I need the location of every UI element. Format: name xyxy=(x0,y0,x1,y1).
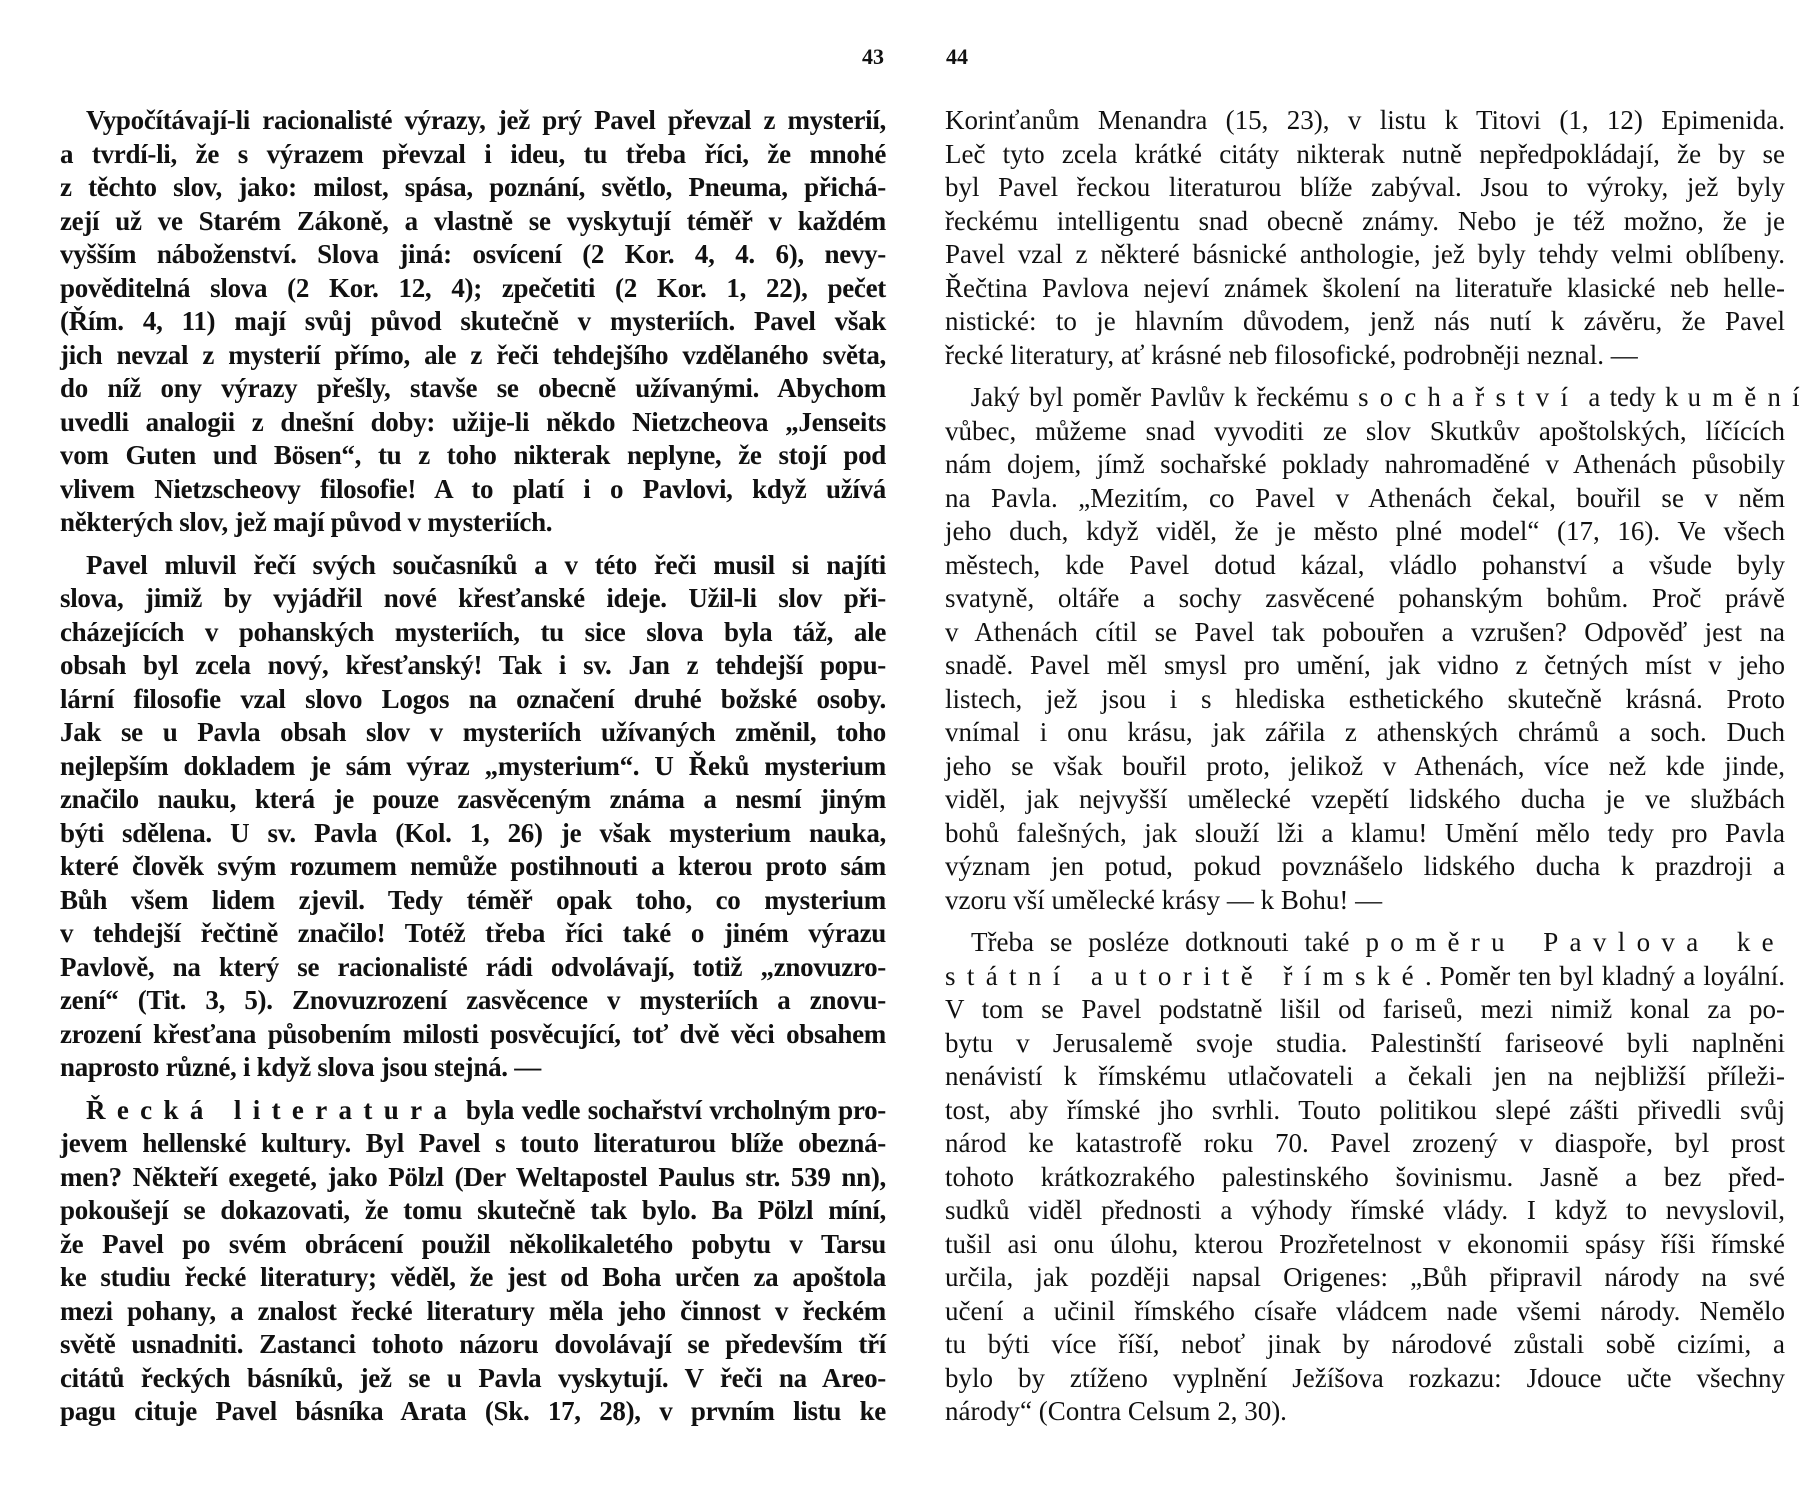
text-line: pagu cituje Pavel básníka Arata (Sk. 17, 28), v prvním listu ke xyxy=(60,1396,886,1426)
text-line: městech, kde Pavel dotud kázal, vládlo pohanství a všude byly xyxy=(945,549,1785,580)
paragraph xyxy=(60,549,886,1085)
text-line: sudků viděl přednosti a výhody římské vlády. I když to nevyslovil, xyxy=(945,1195,1785,1225)
text-line: vnímal i onu krásu, jak zářila z athenských chrámů a soch. Duch xyxy=(945,717,1785,747)
text-line: bohů falešných, jak slouží lži a klamu! Umění mělo tedy pro Pavla xyxy=(945,817,1785,848)
page-number-right: 44 xyxy=(946,44,968,69)
text-line: učení a učinil římského císaře vládcem nade všemi národy. Nemělo xyxy=(945,1295,1785,1326)
text-line: naprosto různé, i když slova jsou stejná. — xyxy=(60,1052,541,1082)
text-line: byl Pavel řeckou literaturou blíže zabýval. Jsou to výroky, jež byly xyxy=(945,172,1785,202)
left-page-text xyxy=(60,104,886,1438)
text-line: jevem hellenské kultury. Byl Pavel s touto literaturou blíže obezná- xyxy=(60,1128,886,1158)
text-line: světě usnadniti. Zastanci tohoto názoru dovolávají se především tří xyxy=(60,1329,886,1359)
spaced-emphasis: sochařství xyxy=(1358,382,1580,412)
text-line: vzoru vší umělecké krásy — k Bohu! — xyxy=(945,884,1383,915)
text-line: nistické: to je hlavním důvodem, jenž nás nutí k závěru, že Pavel xyxy=(945,306,1785,336)
text-segment: Třeba se posléze dotknouti také xyxy=(971,927,1366,957)
text-line: listech, jež jsou i s hlediska esthetického skutečně krásná. Proto xyxy=(945,683,1785,714)
spaced-emphasis: státní autoritě římské xyxy=(945,960,1425,991)
text-line: zejí už ve Starém Zákoně, a vlastně se vyskytují téměř v každém xyxy=(60,205,886,236)
paragraph xyxy=(945,381,1811,917)
text-line xyxy=(945,960,1785,994)
text-segment: byla vedle sochařství vrcholným pro- xyxy=(458,1094,886,1125)
text-line: jeho se však bouřil proto, jelikož v Athenách, více než kde jinde, xyxy=(945,750,1785,781)
right-page-text xyxy=(945,104,1811,1438)
text-line: pokoušejí se dokazovati, že tomu skutečně tak bylo. Ba Pölzl míní, xyxy=(60,1195,886,1225)
text-line: Pavlově, na který se racionalisté rádi odvolávají, totiž „znovuzro- xyxy=(60,951,886,982)
text-line: tušil asi onu úlohu, kterou Prozřetelnost v ekonomii spásy říši římské xyxy=(945,1228,1785,1259)
text-line: snadě. Pavel měl smysl pro umění, jak vidno z četných míst v jeho xyxy=(945,650,1785,680)
text-line: vlivem Nietzscheovy filosofie! A to platí i o Pavlovi, když užívá xyxy=(60,473,886,504)
text-line: citátů řeckých básníků, jež se u Pavla vyskytují. V řeči na Areo- xyxy=(60,1362,886,1393)
paragraph xyxy=(945,104,1785,372)
text-line: uvedli analogii z dnešní doby: užije-li někdo Nietzcheova „Jenseits xyxy=(60,406,886,437)
text-line: býti sdělena. U sv. Pavla (Kol. 1, 26) je však mysterium nauka, xyxy=(60,817,886,848)
text-segment: a tedy k xyxy=(1579,382,1688,412)
text-line: nám dojem, jímž sochařské poklady nahromaděné v Athenách působily xyxy=(945,449,1785,479)
text-line: jeho duch, když viděl, že je město plné model“ (17, 16). Ve všech xyxy=(945,516,1785,546)
text-line: lární filosofie vzal slovo Logos na označení druhé božské osoby. xyxy=(60,683,886,714)
text-line: bytu v Jerusalemě svoje studia. Palestinští fariseové byli naplněni xyxy=(945,1027,1785,1058)
text-line: tohoto krátkozrakého palestinského šovinismu. Jasně a bez před- xyxy=(945,1161,1785,1192)
text-line: cházejících v pohanských mysteriích, tu sice slova byla táž, ale xyxy=(60,616,886,647)
text-line: národy“ (Contra Celsum 2, 30). xyxy=(945,1396,1287,1426)
text-line: značilo nauku, která je pouze zasvěceným známa a nesmí jiným xyxy=(60,784,886,814)
text-line: slova, jimiž by vyjádřil nové křesťanské ideje. Užil-li slov při- xyxy=(60,583,886,613)
text-line: které člověk svým rozumem nemůže postihnouti a kterou proto sám xyxy=(60,851,886,881)
paragraph xyxy=(945,926,1785,1429)
text-line: ke studiu řecké literatury; věděl, že jest od Boha určen za apoštola xyxy=(60,1262,886,1292)
text-line: Řečtina Pavlova nejeví známek školení na literatuře klasické neb helle- xyxy=(945,272,1785,303)
text-line: do níž ony výrazy přešly, stavše se obecně užívanými. Abychom xyxy=(60,373,886,403)
text-segment: . Poměr ten byl kladný a loyální. xyxy=(1424,960,1785,991)
text-line: viděl, jak nejvyšší umělecké vzepětí lidského ducha je ve službách xyxy=(945,784,1785,814)
text-line: svatyně, oltáře a sochy zasvěcené pohanským bohům. Proč právě xyxy=(945,583,1785,613)
text-line: vůbec, můžeme snad vyvoditi ze slov Skutkův apoštolských, líčících xyxy=(945,415,1785,446)
spaced-emphasis: poměru Pavlova ke xyxy=(1365,927,1785,957)
text-line: Korinťanům Menandra (15, 23), v listu k Titovi (1, 12) Epimenida. xyxy=(945,105,1785,135)
text-line: z těchto slov, jako: milost, spása, poznání, světlo, Pneuma, přichá- xyxy=(60,172,886,202)
text-line: v Athenách cítil se Pavel tak pobouřen a vzrušen? Odpověď jest na xyxy=(945,616,1785,647)
text-line: V tom se Pavel podstatně lišil od fariseů, mezi nimiž konal za po- xyxy=(945,994,1785,1024)
text-line: Leč tyto zcela krátké citáty nikterak nutně nepředpokládají, že by se xyxy=(945,138,1785,169)
text-line: mezi pohany, a znalost řecké literatury měla jeho činnost v řeckém xyxy=(60,1295,886,1326)
text-line: a tvrdí-li, že s výrazem převzal i ideu, tu třeba říci, že mnohé xyxy=(60,138,886,169)
text-line: Bůh všem lidem zjevil. Tedy téměř opak toho, co mysterium xyxy=(60,884,886,915)
text-line: řeckému intelligentu snad obecně známy. Nebo je též možno, že je xyxy=(945,205,1785,236)
spaced-emphasis: umění xyxy=(1687,382,1811,412)
text-line: národ ke katastrofě roku 70. Pavel zrozený v diaspoře, byl prost xyxy=(945,1128,1785,1158)
text-line: vyšším náboženství. Slova jiná: osvícení (2 Kor. 4, 4. 6), nevy- xyxy=(60,239,886,269)
text-line: v tehdejší řečtině značilo! Totéž třeba říci také o jiném výrazu xyxy=(60,918,886,948)
text-line: pověditelná slova (2 Kor. 12, 4); zpečetiti (2 Kor. 1, 22), pečet xyxy=(60,272,886,303)
text-line: nenávistí k římskému utlačovateli a čekali jen na nejbližší příleži- xyxy=(945,1061,1785,1091)
text-line: tu býti více říší, neboť jinak by národové zůstali sobě cizími, a xyxy=(945,1329,1785,1359)
text-line: obsah byl zcela nový, křesťanský! Tak i sv. Jan z tehdejší popu- xyxy=(60,650,886,680)
text-line: Jak se u Pavla obsah slov v mysteriích užívaných změnil, toho xyxy=(60,717,886,747)
text-line: vom Guten und Bösen“, tu z toho nikterak neplyne, že stojí pod xyxy=(60,440,886,470)
text-line: jich nevzal z mysterií přímo, ale z řeči tehdejšího vzdělaného světa, xyxy=(60,339,886,370)
text-line: Pavel mluvil řečí svých současníků a v této řeči musil si najíti xyxy=(86,549,886,580)
text-line: zení“ (Tit. 3, 5). Znovuzrození zasvěcence v mysteriích a znovu- xyxy=(60,985,886,1015)
text-line: Vypočítávají-li racionalisté výrazy, jež prý Pavel převzal z mysterií, xyxy=(86,105,886,135)
text-line xyxy=(945,926,1785,960)
text-line xyxy=(945,381,1811,415)
text-line: na Pavla. „Mezitím, co Pavel v Athenách čekal, bouřil se v něm xyxy=(945,482,1785,513)
text-line: Pavel vzal z některé básnické anthologie, jež byly tehdy velmi oblíbeny. xyxy=(945,239,1785,269)
text-line: některých slov, jež mají původ v mysteriích. xyxy=(60,507,553,537)
page-number-left: 43 xyxy=(862,44,884,69)
text-line: (Řím. 4, 11) mají svůj původ skutečně v mysteriích. Pavel však xyxy=(60,306,886,336)
text-segment: Jaký byl poměr Pavlův k řeckému xyxy=(970,382,1359,412)
paragraph xyxy=(60,1094,886,1429)
text-line: že Pavel po svém obrácení použil několikaletého pobytu v Tarsu xyxy=(60,1228,886,1259)
text-line: men? Někteří exegeté, jako Pölzl (Der Weltapostel Paulus str. 539 nn), xyxy=(60,1161,886,1192)
text-line: tost, aby římské jho svrhli. Touto politikou slepé zášti přivedli svůj xyxy=(945,1094,1785,1125)
text-line xyxy=(60,1094,886,1128)
text-line: nejlepším dokladem je sám výraz „mysterium“. U Řeků mysterium xyxy=(60,750,886,781)
text-line: řecké literatury, ať krásné neb filosofické, podrobněji neznal. — xyxy=(945,339,1638,370)
spaced-emphasis: Řecká literatura xyxy=(86,1094,459,1125)
text-line: bylo by ztíženo vyplnění Ježíšova rozkazu: Jdouce učte všechny xyxy=(945,1362,1785,1393)
text-line: určila, jak později napsal Origenes: „Bůh připravil národy na své xyxy=(945,1262,1785,1292)
text-line: význam jen potud, pokud povznášelo lidského ducha k prazdroji a xyxy=(945,851,1785,881)
text-line: zrození křesťana působením milosti posvěcující, toť dvě věci obsahem xyxy=(60,1018,886,1049)
paragraph xyxy=(60,104,886,540)
